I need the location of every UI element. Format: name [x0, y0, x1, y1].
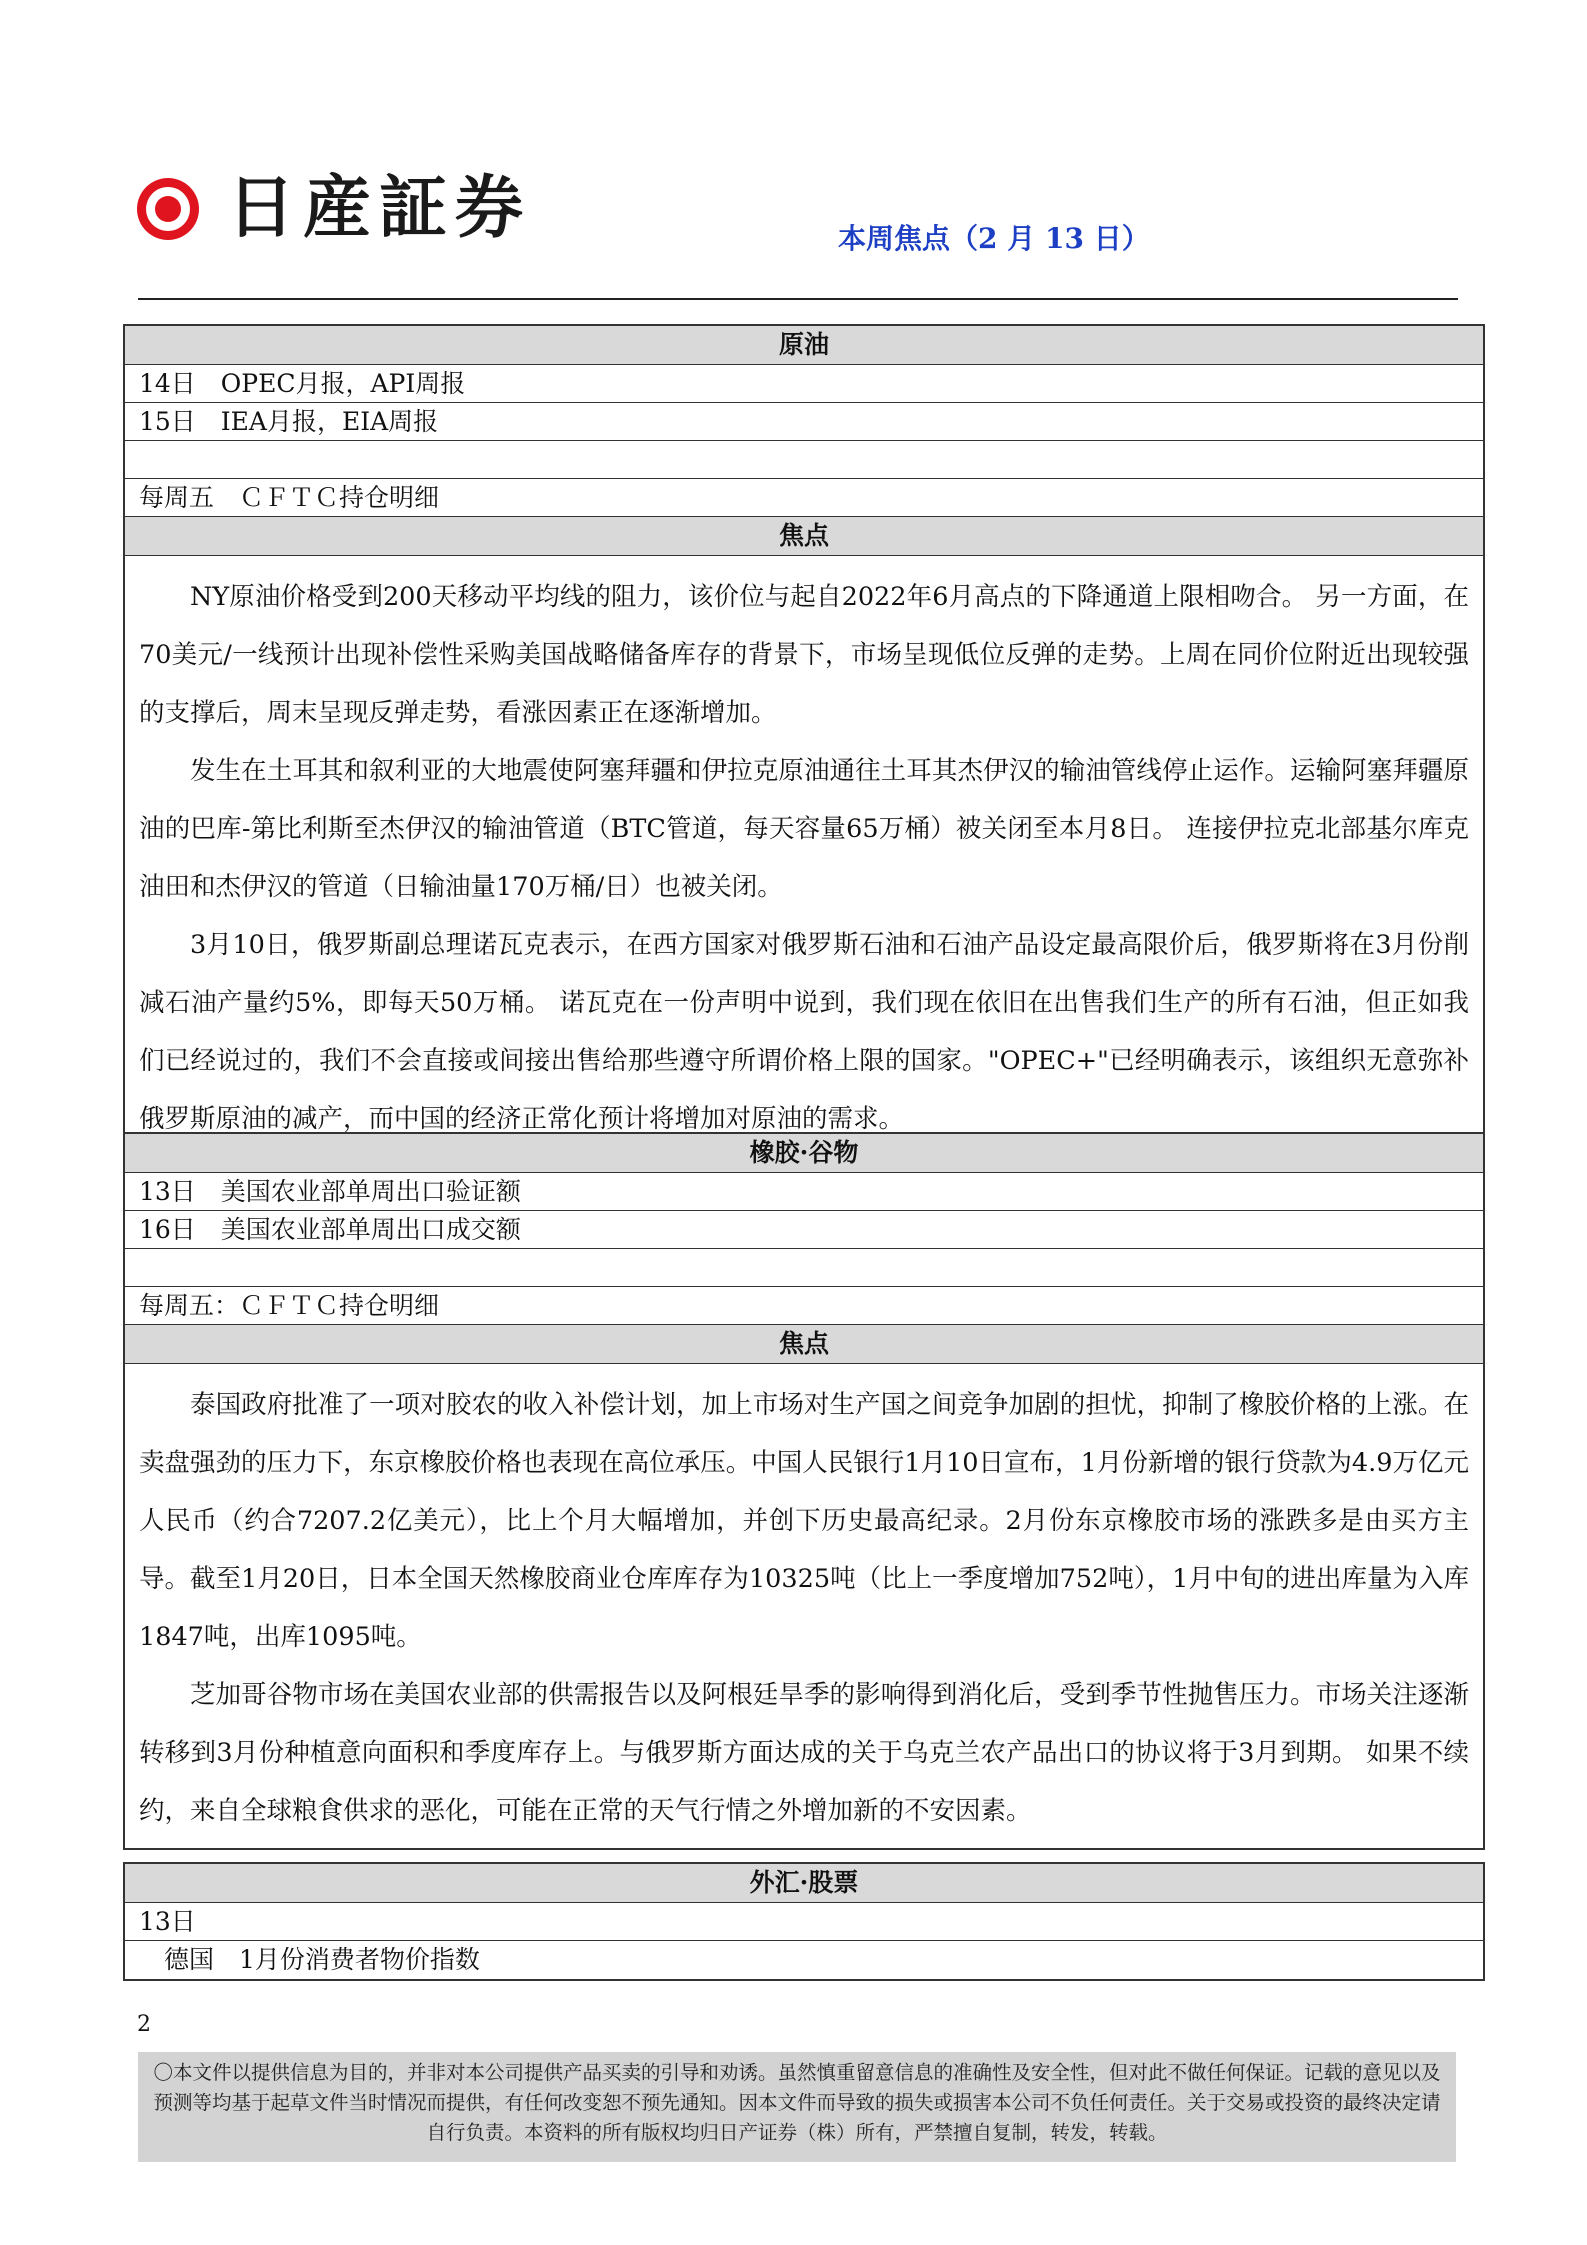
event-row: 13日: [125, 1903, 1483, 1941]
focus-body-rubber: [125, 1364, 1483, 1848]
focus-paragraph: NY原油价格受到200天移动平均线的阻力，该价位与起自2022年6月高点的下降通道上限相吻合。 另一方面，在70美元/一线预计出现补偿性采购美国战略储备库存的背景下，市场呈现低位反弹的走势。上周在同价位附近出现较强的支撑后，周末呈现反弹走势，看涨因素正在逐渐增加。: [139, 582, 1469, 728]
event-row: 16日 美国农业部单周出口成交额: [125, 1211, 1483, 1249]
section-title-fx: 外汇·股票: [125, 1864, 1483, 1903]
report-title: 本周焦点（2 月 13 日）: [838, 222, 1150, 255]
event-row: 每周五 ＣＦＴＣ持仓明细: [125, 479, 1483, 517]
rubber-grain-section: [123, 1132, 1485, 1850]
event-row-empty: [125, 441, 1483, 479]
focus-paragraph: 芝加哥谷物市场在美国农业部的供需报告以及阿根廷旱季的影响得到消化后，受到季节性抛售压力。市场关注逐渐转移到3月份种植意向面积和季度库存上。与俄罗斯方面达成的关于乌克兰农产品出口的协议将于3月到期。 如果不续约，来自全球粮食供求的恶化，可能在正常的天气行情之外增加新的不安因素。: [139, 1680, 1469, 1826]
fx-equities-section: [123, 1862, 1485, 1981]
section-title-rubber: 橡胶·谷物: [125, 1134, 1483, 1173]
event-row: 德国 1月份消费者物价指数: [139, 1945, 480, 1974]
focus-paragraph: 泰国政府批准了一项对胶农的收入补偿计划，加上市场对生产国之间竞争加剧的担忧，抑制了橡胶价格的上涨。在卖盘强劲的压力下，东京橡胶价格也表现在高位承压。中国人民银行1月10日宣布，1月份新增的银行贷款为4.9万亿元人民币（约合7207.2亿美元），比上个月大幅增加，并创下历史最高纪录。2月份东京橡胶市场的涨跌多是由买方主导。截至1月20日，日本全国天然橡胶商业仓库库存为10325吨（比上一季度增加752吨），1月中旬的进出库量为入库1847吨，出库1095吨。: [139, 1390, 1469, 1652]
crude-oil-section: [123, 324, 1485, 1158]
event-row: 15日 IEA月报，EIA周报: [125, 403, 1483, 441]
focus-body-crude: [125, 556, 1483, 1156]
focus-paragraph: 3月10日，俄罗斯副总理诺瓦克表示，在西方国家对俄罗斯石油和石油产品设定最高限价后，俄罗斯将在3月份削减石油产量约5%，即每天50万桶。 诺瓦克在一份声明中说到，我们现在依旧在出售我们生产的所有石油，但正如我们已经说过的，我们不会直接或间接出售给那些遵守所谓价格上限的国家。"OPEC+"已经明确表示，该组织无意弥补俄罗斯原油的减产，而中国的经济正常化预计将增加对原油的需求。: [139, 930, 1469, 1134]
event-row: 14日 OPEC月报，API周报: [125, 365, 1483, 403]
focus-paragraph: 发生在土耳其和叙利亚的大地震使阿塞拜疆和伊拉克原油通往土耳其杰伊汉的输油管线停止运作。运输阿塞拜疆原油的巴库-第比利斯至杰伊汉的输油管道（BTC管道，每天容量65万桶）被关闭至本月8日。 连接伊拉克北部基尔库克油田和杰伊汉的管道（日输油量170万桶/日）也被关闭。: [139, 756, 1469, 902]
event-row-empty: [125, 1249, 1483, 1287]
page-number: 2: [137, 2012, 151, 2037]
focus-title-rubber: 焦点: [125, 1325, 1483, 1364]
event-row: 每周五：ＣＦＴＣ持仓明细: [125, 1287, 1483, 1325]
focus-title-crude: 焦点: [125, 517, 1483, 556]
header-divider: [138, 298, 1458, 300]
logo-text: 日産証券: [227, 169, 532, 248]
company-logo: [137, 169, 532, 248]
section-title-crude: 原油: [125, 326, 1483, 365]
logo-circle-icon: [137, 178, 199, 240]
disclaimer: 〇本文件以提供信息为目的，并非对本公司提供产品买卖的引导和劝诱。虽然慎重留意信息的准确性及安全性，但对此不做任何保证。记载的意见以及预测等均基于起草文件当时情况而提供，有任何改变恕不预先通知。因本文件而导致的损失或损害本公司不负任何责任。关于交易或投资的最终决定请自行负责。本资料的所有版权均归日产证券（株）所有，严禁擅自复制，转发，转载。: [138, 2052, 1456, 2162]
event-row: 13日 美国农业部单周出口验证额: [125, 1173, 1483, 1211]
